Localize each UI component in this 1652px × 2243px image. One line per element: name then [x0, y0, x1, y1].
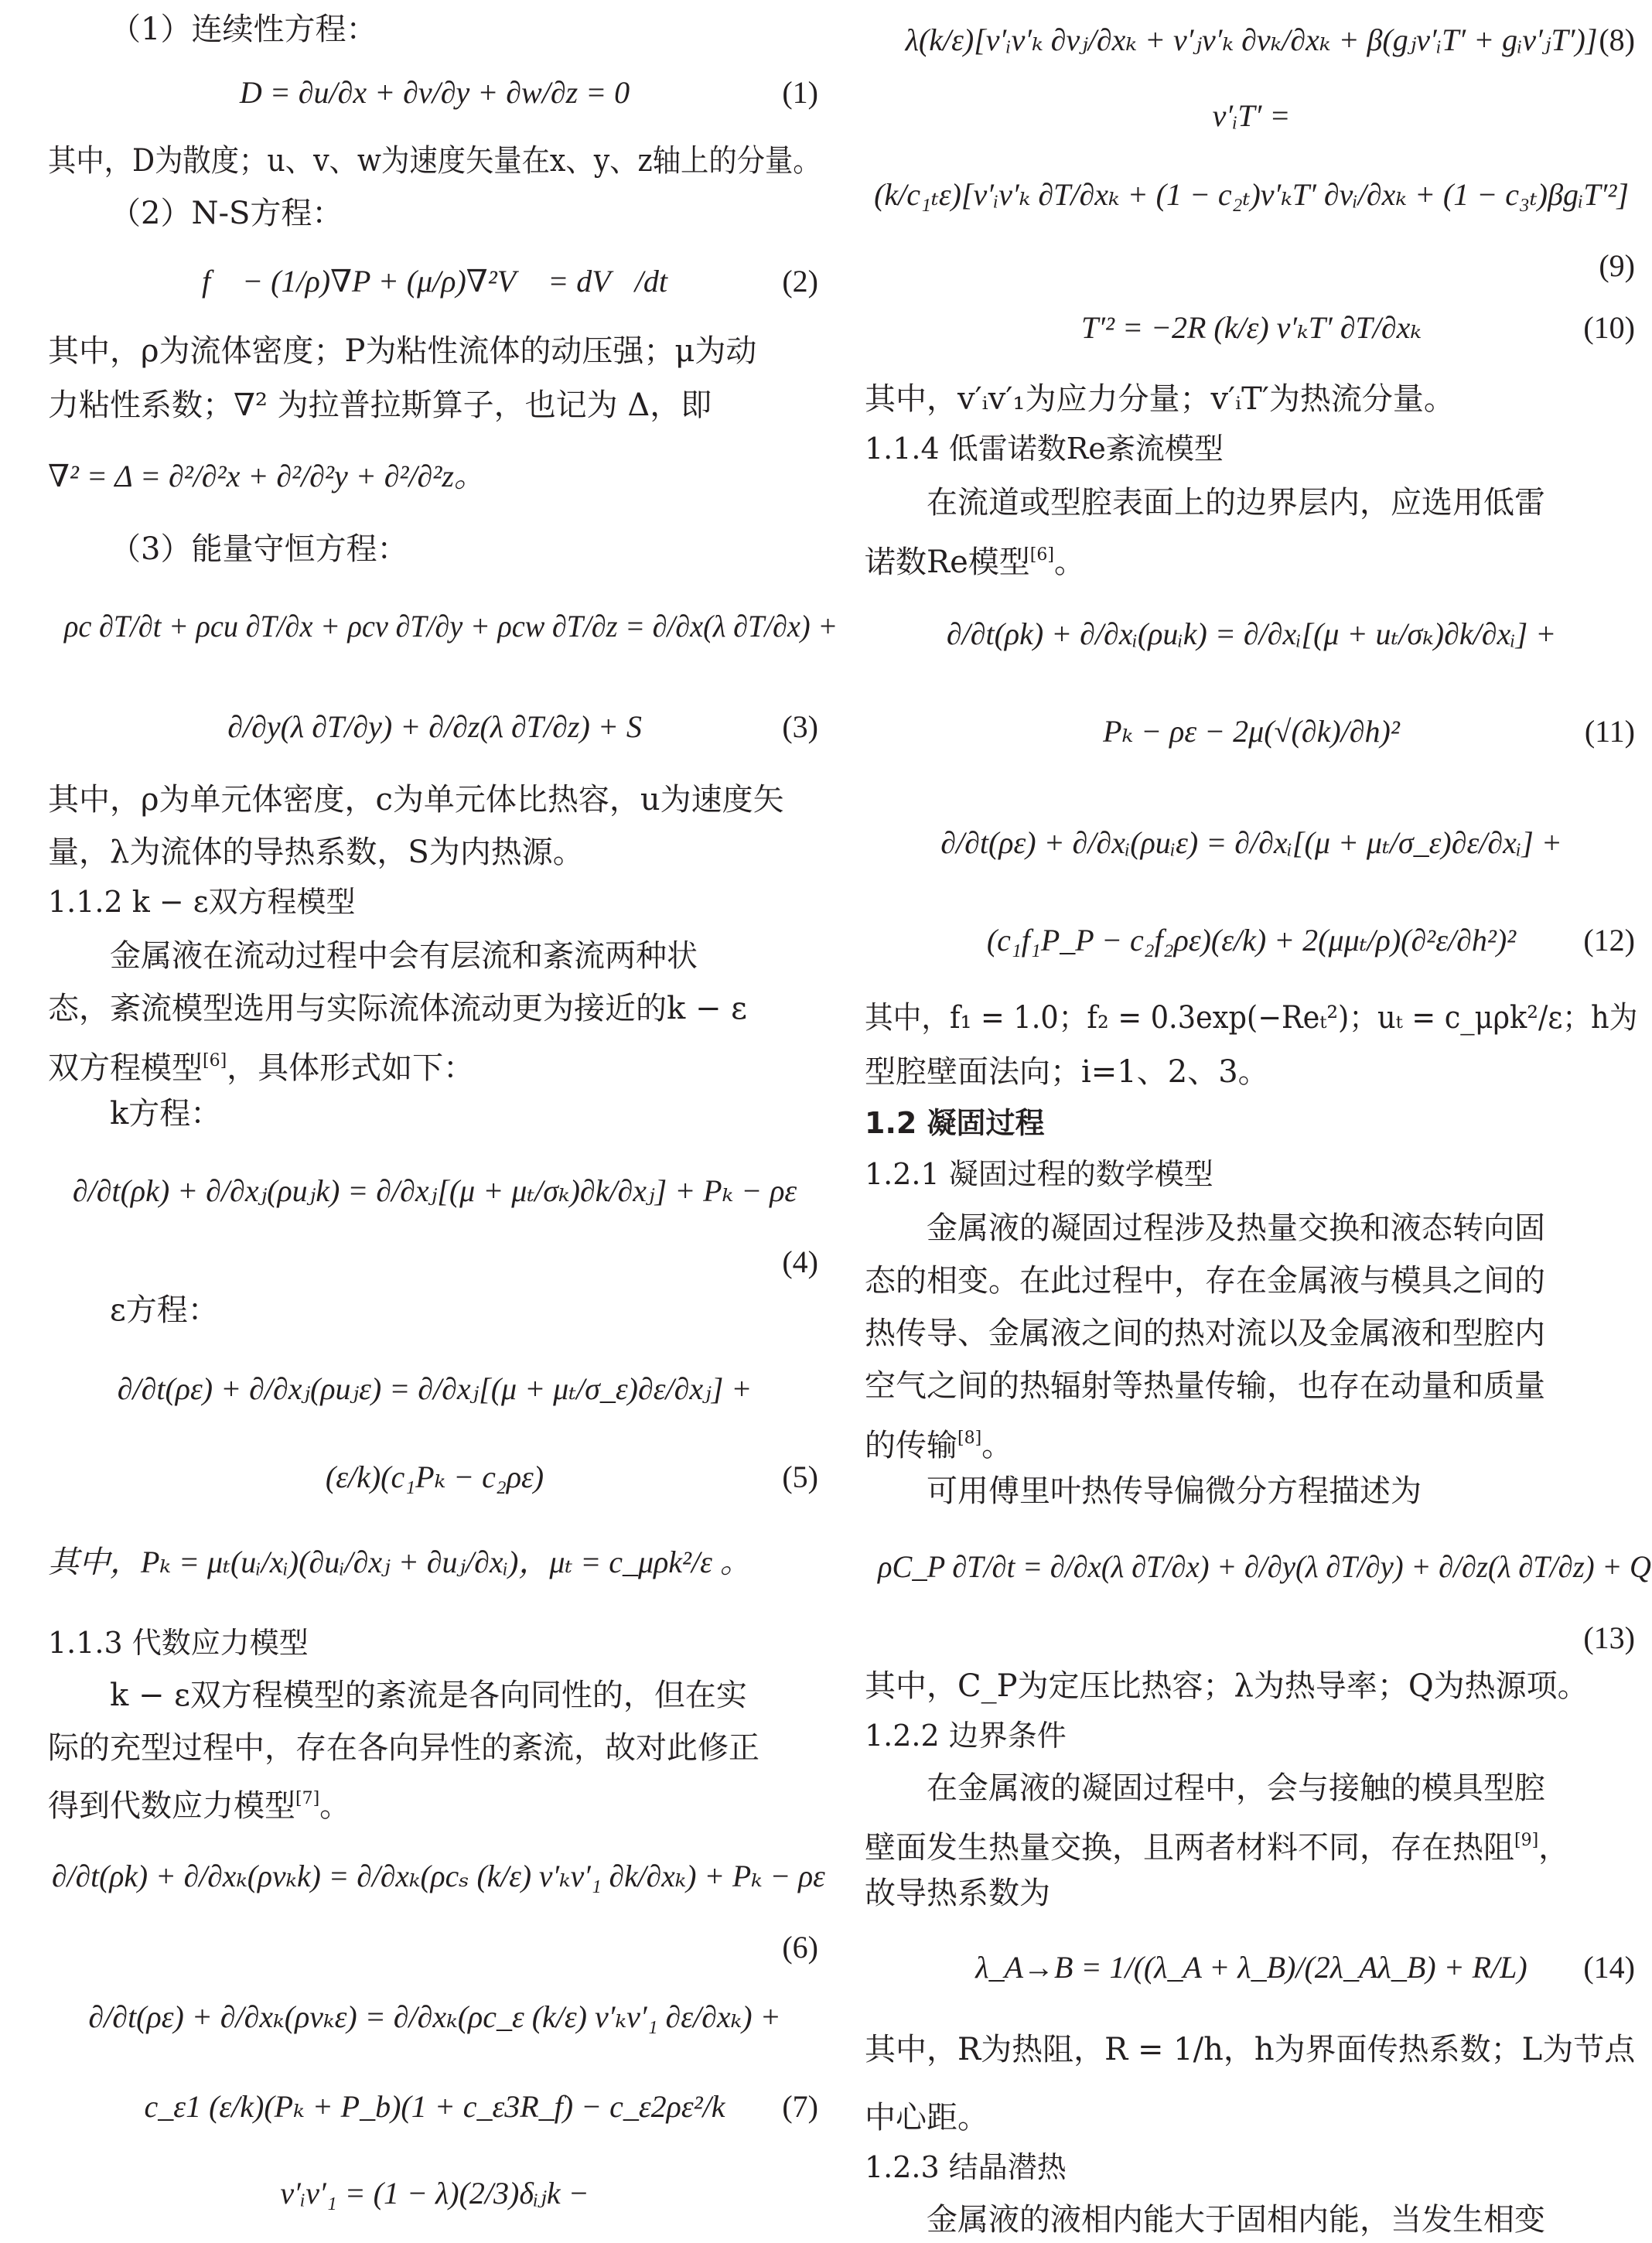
section-heading: 1.1.4 低雷诺数Re紊流模型	[865, 432, 1224, 466]
section-heading: 1.2 凝固过程	[865, 1106, 1045, 1140]
paragraph-line	[865, 1818, 1638, 1871]
equation-number: (9)	[1599, 248, 1635, 283]
equation-body: f⃗ − (1/ρ)∇P + (μ/ρ)∇²V⃗ = dV⃗/dt	[201, 264, 668, 299]
citation-ref: [8]	[957, 1429, 982, 1448]
section-heading: 1.1.2 k − ε双方程模型	[48, 885, 356, 919]
line-text: 热传导、金属液之间的热对流以及金属液和型腔内	[865, 1316, 1545, 1351]
paragraph-line	[48, 985, 821, 1032]
line-text: 态，紊流模型选用与实际流体流动更为接近的k − ε	[48, 991, 747, 1026]
line-text: 其中，R为热阻，R = 1/h，h为界面传热系数；L为节点	[865, 2032, 1636, 2067]
equation	[48, 1539, 821, 1586]
paragraph-line	[48, 1091, 821, 1137]
paragraph-line	[865, 532, 1638, 586]
equation-number: (4)	[782, 1244, 818, 1279]
paragraph-line	[865, 2197, 1638, 2243]
equation-body: (ε/k)(c₁Pₖ − c₂ρε)	[325, 1459, 544, 1494]
equation-number: (3)	[782, 709, 818, 744]
equation	[48, 2084, 821, 2130]
line-text: 得到代数应力模型	[48, 1788, 295, 1824]
paragraph-line	[48, 328, 821, 374]
line-text: 其中，ρ为单元体密度，c为单元体比热容，u为速度矢	[48, 782, 784, 818]
equation-body: ∇² = Δ = ∂²/∂²x + ∂²/∂²y + ∂²/∂²z。	[48, 459, 485, 493]
paragraph-line	[865, 1258, 1638, 1304]
paragraph-line	[48, 777, 821, 823]
paragraph-line	[48, 6, 821, 53]
paragraph-line	[865, 1663, 1638, 1709]
line-text-tail: ，	[1538, 1830, 1570, 1866]
equation-body: λ(k/ε)[v′ᵢv′ₖ ∂vⱼ/∂xₖ + v′ⱼv′ₖ ∂vₖ/∂xₖ + β(gⱼv′ᵢT′ + gᵢv′ⱼT′)]	[905, 22, 1598, 57]
equation-number: (11)	[1584, 714, 1635, 749]
section-heading: 1.2.2 边界条件	[865, 1719, 1067, 1753]
equation-body: (c₁f₁P_P − c₂f₂ρε)(ε/k) + 2(μμₜ/ρ)(∂²ε/∂h²)²	[986, 923, 1517, 958]
equation	[48, 1924, 821, 1971]
paragraph-line	[48, 1287, 821, 1333]
line-text-tail: 。	[319, 1788, 351, 1824]
equation	[48, 1994, 821, 2040]
paragraph-line	[48, 1038, 821, 1091]
equation	[865, 1615, 1638, 1661]
paragraph-line	[865, 2094, 1638, 2141]
line-text: 中心距。	[865, 2100, 988, 2135]
equation-number: (14)	[1583, 1950, 1635, 1985]
equation-number: (1)	[782, 75, 818, 110]
line-text: 金属液在流动过程中会有层流和紊流两种状	[110, 938, 698, 974]
equation	[48, 453, 821, 500]
paragraph-line	[48, 138, 821, 184]
line-text: 型腔壁面法向；i=1、2、3。	[865, 1054, 1269, 1090]
equation-body: c_ε1 (ε/k)(Pₖ + P_b)(1 + c_ε3R_f) − c_ε2ρε²/k	[144, 2089, 725, 2124]
equation	[865, 820, 1638, 866]
paragraph-line	[865, 1310, 1638, 1357]
equation-number: (12)	[1583, 923, 1635, 958]
line-text: 其中，v′ᵢv′₁为应力分量；v′ᵢT′为热流分量。	[865, 381, 1455, 417]
equation	[64, 603, 838, 650]
paragraph-line	[48, 1776, 821, 1829]
citation-ref: [6]	[203, 1051, 227, 1070]
line-text: 量，λ为流体的导热系数，S为内热源。	[48, 835, 584, 870]
line-text-tail: 。	[981, 1428, 1013, 1463]
equation	[865, 17, 1638, 63]
equation-body: ρC_P ∂T/∂t = ∂/∂x(λ ∂T/∂x) + ∂/∂y(λ ∂T/∂y) + ∂/∂z(λ ∂T/∂z) + Q	[878, 1549, 1651, 1584]
equation	[48, 1168, 821, 1214]
line-text: （1）连续性方程：	[110, 12, 377, 47]
line-text: 其中，ρ为流体密度；P为粘性流体的动压强；μ为动	[48, 333, 757, 369]
paragraph-line	[865, 1765, 1638, 1811]
line-text: 在流道或型腔表面上的边界层内，应选用低雷	[927, 485, 1545, 521]
line-text: （3）能量守恒方程：	[110, 531, 408, 567]
equation	[865, 93, 1638, 139]
line-text: k − ε双方程模型的紊流是各向同性的，但在实	[110, 1678, 747, 1713]
paragraph-line	[865, 376, 1638, 422]
line-text: 金属液的凝固过程涉及热量交换和液态转向固	[927, 1210, 1545, 1246]
line-text: 金属液的液相内能大于固相内能，当发生相变	[927, 2202, 1545, 2238]
line-text: 态的相变。在此过程中，存在金属液与模具之间的	[865, 1263, 1545, 1299]
line-text: 在金属液的凝固过程中，会与接触的模具型腔	[927, 1770, 1545, 1806]
equation-number: (7)	[782, 2089, 818, 2124]
paragraph-line	[48, 829, 821, 876]
equation	[48, 70, 821, 116]
equation-body: ∂/∂t(ρε) + ∂/∂xⱼ(ρuⱼε) = ∂/∂xⱼ[(μ + μₜ/σ_ε)∂ε/∂xⱼ] +	[117, 1371, 753, 1406]
equation	[865, 611, 1638, 657]
equation-body: ∂/∂t(ρε) + ∂/∂xₖ(ρvₖε) = ∂/∂xₖ(ρc_ε (k/ε) v′ₖv′₁ ∂ε/∂xₖ) +	[88, 1999, 781, 2034]
equation	[48, 258, 821, 305]
equation-body: λ_A→B = 1/((λ_A + λ_B)/(2λ_Aλ_B) + R/L)	[975, 1950, 1527, 1985]
equation-number: (5)	[782, 1459, 818, 1494]
equation-body: v′ᵢT′ =	[1212, 98, 1291, 133]
equation	[48, 1366, 821, 1412]
line-text: k方程：	[110, 1096, 222, 1132]
equation-body: 其中，Pₖ = μₜ(uᵢ/xᵢ)(∂uᵢ/∂xⱼ + ∂uⱼ/∂xᵢ)，μₜ = c_μρk²/ε 。	[48, 1545, 751, 1579]
line-text-tail: ，具体形式如下：	[227, 1050, 475, 1086]
paragraph-line	[48, 382, 821, 428]
equation	[48, 1454, 821, 1500]
equation-body: Pₖ − ρε − 2μ(√(∂k)/∂h)²	[1103, 714, 1400, 749]
line-text-tail: 。	[1053, 545, 1085, 580]
equation-body: ρc ∂T/∂t + ρcu ∂T/∂x + ρcv ∂T/∂y + ρcw ∂T/∂z = ∂/∂x(λ ∂T/∂x) +	[64, 609, 838, 644]
equation	[865, 1944, 1638, 1991]
paragraph-line	[865, 995, 1638, 1041]
equation	[865, 917, 1638, 964]
paragraph-line	[48, 1672, 821, 1719]
paragraph-line	[48, 190, 821, 237]
equation-number: (6)	[782, 1930, 818, 1965]
equation-number: (2)	[782, 264, 818, 299]
equation-body: D = ∂u/∂x + ∂v/∂y + ∂w/∂z = 0	[239, 75, 630, 110]
equation-number: (8)	[1599, 22, 1635, 57]
equation-body: (k/c₁ₜε)[v′ᵢv′ₖ ∂T/∂xₖ + (1 − c₂ₜ)v′ₖT′ ∂vᵢ/∂xₖ + (1 − c₃ₜ)βgᵢT′²]	[874, 177, 1629, 212]
equation	[865, 243, 1638, 289]
line-text: 壁面发生热量交换，且两者材料不同，存在热阻	[865, 1830, 1514, 1866]
line-text: 可用傅里叶热传导偏微分方程描述为	[927, 1473, 1422, 1509]
equation	[865, 172, 1638, 218]
paragraph-line	[865, 1870, 1638, 1917]
equation-number: (13)	[1583, 1620, 1635, 1655]
paragraph-line	[48, 933, 821, 979]
paragraph-line	[865, 1049, 1638, 1095]
line-text: 双方程模型	[48, 1050, 203, 1086]
equation	[48, 2170, 821, 2217]
equation	[878, 1544, 1651, 1590]
citation-ref: [6]	[1029, 545, 1054, 565]
line-text: 际的充型过程中，存在各向异性的紊流，故对此修正	[48, 1730, 759, 1766]
equation	[48, 1239, 821, 1285]
equation-body: ∂/∂t(ρε) + ∂/∂xᵢ(ρuᵢε) = ∂/∂xᵢ[(μ + μₜ/σ_ε)∂ε/∂xᵢ] +	[940, 825, 1562, 860]
paragraph-line	[865, 1205, 1638, 1251]
equation	[865, 708, 1638, 755]
equation-body: ∂/∂t(ρk) + ∂/∂xⱼ(ρuⱼk) = ∂/∂xⱼ[(μ + μₜ/σₖ)∂k/∂xⱼ] + Pₖ − ρε	[72, 1173, 797, 1208]
line-text: 其中，C_P为定压比热容；λ为热导率；Q为热源项。	[865, 1668, 1589, 1704]
equation-body: T′² = −2R (k/ε) v′ₖT′ ∂T/∂xₖ	[1081, 310, 1422, 345]
equation-body: ∂/∂y(λ ∂T/∂y) + ∂/∂z(λ ∂T/∂z) + S	[227, 709, 642, 744]
section-heading: 1.2.3 结晶潜热	[865, 2150, 1067, 2184]
line-text: 的传输	[865, 1428, 957, 1463]
equation-number: (10)	[1583, 310, 1635, 345]
line-text: （2）N-S方程：	[110, 196, 343, 231]
paragraph-line	[48, 526, 821, 572]
equation-body: ∂/∂t(ρk) + ∂/∂xᵢ(ρuᵢk) = ∂/∂xᵢ[(μ + uₜ/σₖ)∂k/∂xᵢ] +	[946, 616, 1557, 651]
equation-body: ∂/∂t(ρk) + ∂/∂xₖ(ρvₖk) = ∂/∂xₖ(ρcₛ (k/ε) v′ₖv′₁ ∂k/∂xₖ) + Pₖ − ρε	[52, 1859, 825, 1893]
line-text: 力粘性系数；∇² 为拉普拉斯算子，也记为 Δ，即	[48, 387, 712, 423]
paragraph-line	[865, 1415, 1638, 1469]
citation-ref: [9]	[1514, 1831, 1539, 1850]
section-heading: 1.2.1 凝固过程的数学模型	[865, 1157, 1213, 1191]
paragraph-line	[865, 2026, 1638, 2073]
equation	[865, 305, 1638, 351]
citation-ref: [7]	[295, 1789, 320, 1808]
equation	[48, 704, 821, 750]
equation-body: v′ᵢv′₁ = (1 − λ)(2/3)δᵢⱼk −	[280, 2176, 589, 2211]
paragraph-line	[48, 1725, 821, 1771]
line-text: 其中，D为散度；u、v、w为速度矢量在x、y、z轴上的分量。	[48, 143, 821, 179]
equation	[52, 1853, 825, 1900]
line-text: 故导热系数为	[865, 1876, 1050, 1911]
line-text: 其中，f₁ = 1.0；f₂ = 0.3exp(−Reₜ²)；uₜ = c_μρk²/ε；h为	[865, 1000, 1638, 1036]
line-text: 空气之间的热辐射等热量传输，也存在动量和质量	[865, 1368, 1545, 1404]
line-text: ε方程：	[110, 1292, 219, 1328]
paragraph-line	[865, 480, 1638, 526]
line-text: 诺数Re模型	[865, 545, 1030, 580]
paragraph-line	[865, 1468, 1638, 1514]
paragraph-line	[865, 1363, 1638, 1409]
section-heading: 1.1.3 代数应力模型	[48, 1626, 309, 1660]
